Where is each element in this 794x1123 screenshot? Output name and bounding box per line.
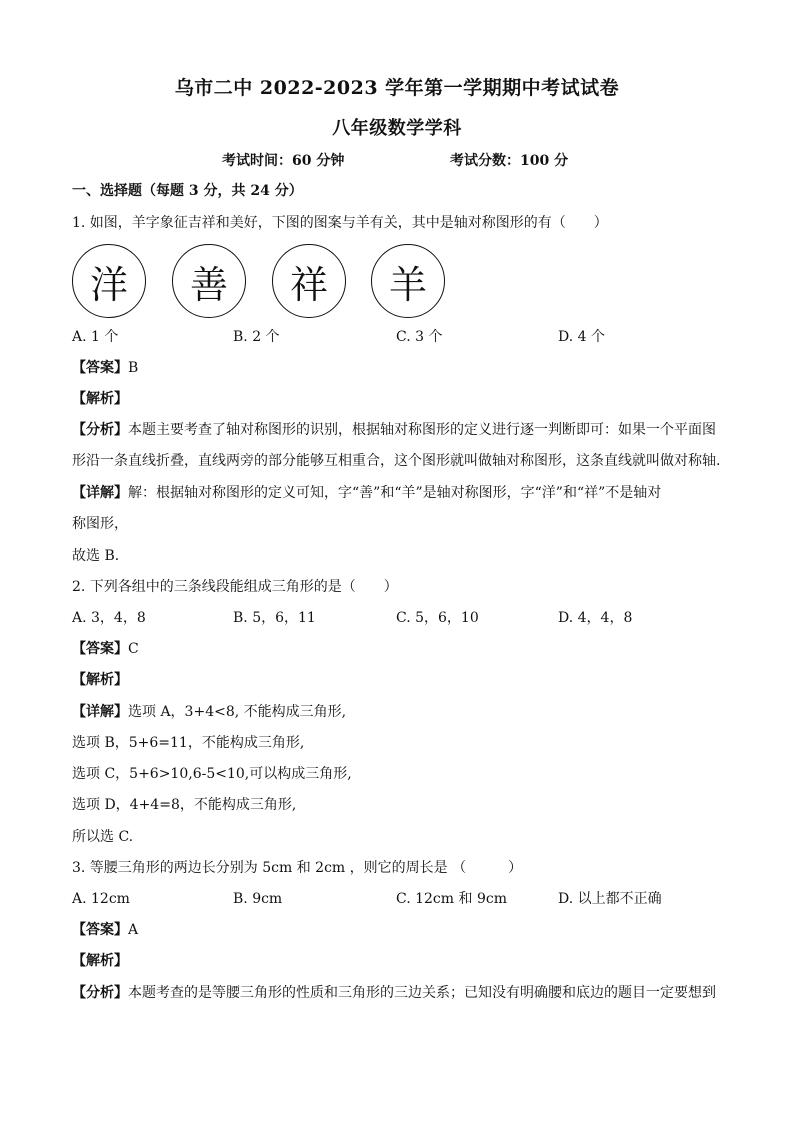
answer-value: C [128, 641, 139, 657]
q1-stem: 1. 如图，羊字象征吉祥和美好，下图的图案与羊有关，其中是轴对称图形的有（ ） [72, 215, 608, 231]
q2-detail-line-1 [72, 703, 346, 721]
q2-option-d: D. 4，4，8 [558, 610, 633, 626]
detail-text: 解：根据轴对称图形的定义可知，字“善”和“羊”是轴对称图形，字“洋”和“祥”不是轴对 [128, 485, 662, 501]
fenxi-label: 【分析】 [72, 422, 128, 438]
q3-analysis-label: 【解析】 [72, 953, 128, 969]
q1-option-d: D. 4 个 [558, 329, 605, 345]
q1-fenxi-line-1 [72, 421, 716, 439]
q1-figure-char-2: 善 [172, 244, 246, 318]
q3-option-b: B. 9cm [233, 891, 283, 907]
q1-answer [72, 359, 138, 377]
q1-option-b: B. 2 个 [233, 329, 280, 345]
q1-detail-line-2: 称图形， [72, 516, 128, 532]
q1-option-c: C. 3 个 [396, 329, 443, 345]
q2-detail-line-5: 所以选 C. [72, 829, 134, 845]
detail-label: 【详解】 [72, 485, 128, 501]
answer-label: 【答案】 [72, 922, 128, 938]
q2-stem: 2. 下列各组中的三条线段能组成三角形的是（ ） [72, 579, 398, 595]
fenxi-text: 本题主要考查了轴对称图形的识别，根据轴对称图形的定义进行逐一判断即可：如果一个平面图 [128, 422, 716, 438]
detail-text: 选项 A，3+4<8, 不能构成三角形, [128, 704, 347, 720]
exam-time: 考试时间：60 分钟 [222, 153, 345, 169]
q2-answer [72, 640, 139, 658]
q2-detail-line-4: 选项 D，4+4=8，不能构成三角形, [72, 797, 297, 813]
q1-figure-char-3: 祥 [272, 244, 346, 318]
answer-label: 【答案】 [72, 360, 128, 376]
exam-subtitle: 八年级数学学科 [332, 118, 462, 139]
q1-option-a: A. 1 个 [72, 329, 119, 345]
q2-detail-line-2: 选项 B，5+6=11，不能构成三角形, [72, 735, 305, 751]
q2-option-c: C. 5，6，10 [396, 610, 479, 626]
detail-label: 【详解】 [72, 704, 128, 720]
q2-analysis-label: 【解析】 [72, 672, 128, 688]
q3-answer [72, 921, 138, 939]
q3-stem: 3. 等腰三角形的两边长分别为 5cm 和 2cm ，则它的周长是 （ ） [72, 860, 523, 876]
q1-detail-line-1 [72, 484, 661, 502]
answer-value: B [128, 360, 139, 376]
q1-detail-line-3: 故选 B． [72, 548, 129, 564]
exam-title: 乌市二中 2022-2023 学年第一学期期中考试试卷 [174, 77, 620, 99]
q3-option-c: C. 12cm 和 9cm [396, 891, 507, 907]
q3-fenxi-line-1 [72, 984, 716, 1002]
q1-figure-char-4: 羊 [371, 244, 445, 318]
section-heading: 一、选择题（每题 3 分，共 24 分） [72, 183, 303, 199]
q3-option-d: D. 以上都不正确 [558, 891, 662, 907]
q1-figure-char-1: 洋 [72, 244, 146, 318]
answer-value: A [128, 922, 139, 938]
exam-score: 考试分数：100 分 [450, 153, 569, 169]
q1-analysis-label: 【解析】 [72, 391, 128, 407]
q3-option-a: A. 12cm [72, 891, 130, 907]
fenxi-label: 【分析】 [72, 985, 128, 1001]
fenxi-text: 本题考查的是等腰三角形的性质和三角形的三边关系；已知没有明确腰和底边的题目一定要想到 [128, 985, 716, 1001]
q2-option-b: B. 5，6，11 [233, 610, 316, 626]
q2-detail-line-3: 选项 C，5+6>10,6-5<10,可以构成三角形, [72, 766, 352, 782]
q2-option-a: A. 3，4，8 [72, 610, 146, 626]
answer-label: 【答案】 [72, 641, 128, 657]
q1-fenxi-line-2: 形沿一条直线折叠，直线两旁的部分能够互相重合，这个图形就叫做轴对称图形，这条直线就叫做对称轴. [72, 453, 721, 469]
